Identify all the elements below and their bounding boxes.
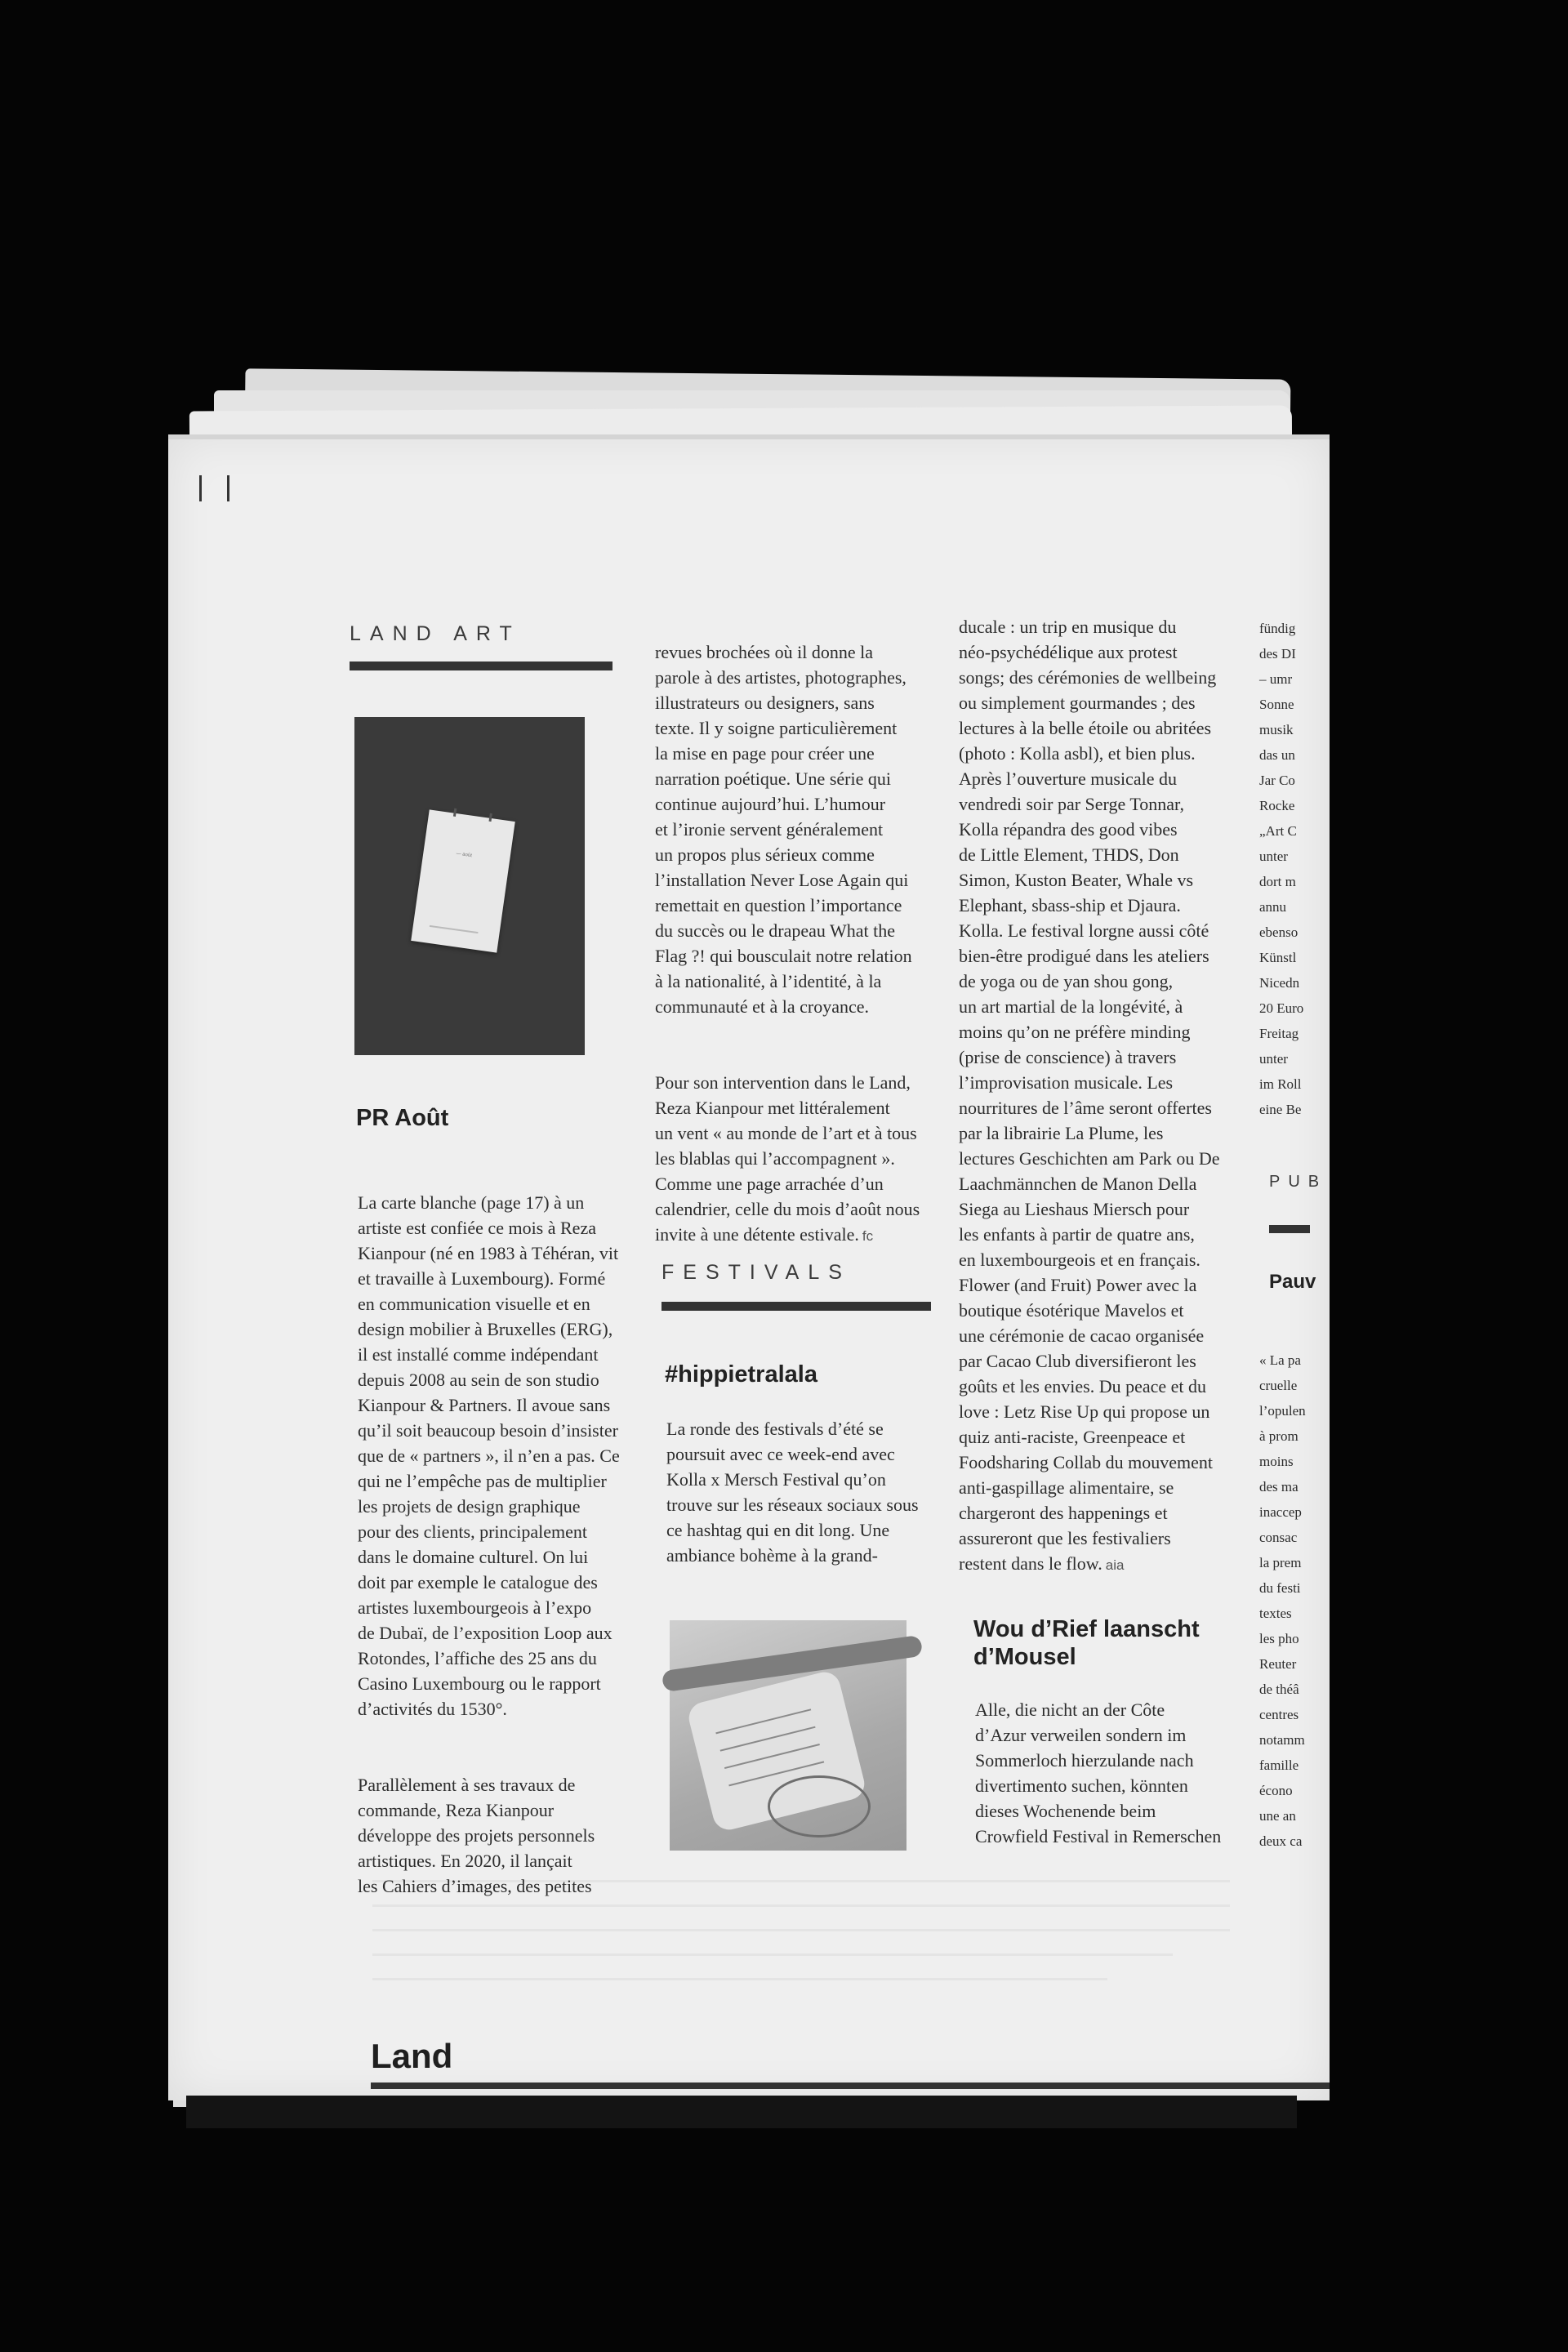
paragraph: La carte blanche (page 17) à un artiste est confiée ce mois à Reza Kianpour (né en 1983 à Téhéran, vit et travaille à Luxembourg). Formé en communication visuelle et en design mobilier à Bruxelles (ERG), il est installé comme indépendant depuis 2008 au sein de son studio Kianpour & Partners. Il avoue sans qu’il soit beaucoup besoin d’insister que de « partners », il n’en a pas. Ce qui ne l’empêche pas de multiplier les projets de design graphique pour des clients, principalement dans le domaine culturel. On lui doit par exemple le catalogue des artistes luxembourgeois à l’expo de Dubaï, de l’exposition Loop aux Rotondes, l’affiche des 25 ans du Casino Luxembourg ou le rapport d’activités du 1530°. (358, 1192, 620, 1719)
kianpour-artwork-photo (354, 717, 585, 1055)
section-rule (1269, 1225, 1310, 1233)
paragraph: Pour son intervention dans le Land, Reza Kianpour met littéralement un vent « au monde de l’art et à tous les blablas qui l’accompagnent ». Comme une page arrachée d’un calendrier, celle du mois d’août nous invite à une détente estivale. (655, 1072, 920, 1245)
article-body-col2 (655, 614, 957, 1274)
article-headline: PR Août (356, 1105, 449, 1131)
article-body-col1 (358, 1165, 635, 1924)
calendar-page-image: — août (411, 809, 515, 952)
section-kicker-cut: PUB (1269, 1173, 1328, 1191)
page-shadow (186, 2096, 1297, 2128)
article-body-col3 (959, 614, 1253, 1578)
festival-intro-text: La ronde des festivals d’été se poursuit avec ce week-end avec Kolla x Mersch Festival qu’on trouve sur les réseaux sociaux sous ce hashtag qui en dit long. Une ambiance bohème à la grand- (666, 1419, 919, 1566)
newspaper-logo: Land (371, 2037, 453, 2075)
section-rule (662, 1302, 931, 1311)
section-kicker-festivals: FESTIVALS (662, 1261, 851, 1284)
author-signature: fc (862, 1228, 874, 1244)
article-headline-cut: Pauv (1269, 1271, 1316, 1293)
footer-rule (371, 2082, 1330, 2089)
mousel-article-text: Alle, die nicht an der Côte d’Azur verweilen sondern im Sommerloch hierzulande nach divertimento suchen, könnten dieses Wochenende beim Crowfield Festival in Remerschen (975, 1699, 1222, 1846)
paragraph: Parallèlement à ses travaux de commande, Reza Kianpour développe des projets personnels artistiques. En 2020, il lançait les Cahiers d’images, des petites (358, 1775, 595, 1896)
article-headline: #hippietralala (665, 1361, 817, 1388)
section-rule (350, 662, 612, 670)
cut-column-text: « La pa cruelle l’opulen à prom moins des ma inaccep consac la prem du festi textes les pho Reuter de théâ centres notamm famille écono une an deux ca (1259, 1352, 1306, 1849)
margin-mark (227, 475, 229, 501)
festival-photo (670, 1620, 906, 1851)
author-signature: aia (1105, 1557, 1125, 1573)
margin-mark (199, 475, 202, 501)
article-headline: Wou d’Rief laanscht d’Mousel (973, 1616, 1200, 1670)
fold-line (168, 434, 1330, 439)
cut-column-text: fündig des DI – umr Sonne musik das un Jar Co Rocke „Art C unter dort m annu ebenso Künstl Nicedn 20 Euro Freitag unter im Roll eine Be (1259, 621, 1304, 1117)
section-kicker-land-art: LAND ART (350, 622, 521, 645)
paragraph: ducale : un trip en musique du néo-psychédélique aux protest songs; des cérémonies de wellbeing ou simplement gourmandes ; des lectures à la belle étoile ou abritées (photo : Kolla asbl), et bien plus. Après l’ouverture musicale du vendredi soir par Serge Tonnar, Kolla répandra des good vibes de Little Element, THDS, Don Simon, Kuston Beater, Whale vs Elephant, sbass-ship et Djaura. Kolla. Le festival lorgne aussi côté bien-être prodigué dans les ateliers de yoga ou de yan shou gong, un art martial de la longévité, à moins qu’on ne préfère minding (prise de conscience) à travers l’improvisation musicale. Les nourritures de l’âme seront offertes par la librairie La Plume, les lectures Geschichten am Park ou De Laachmännchen de Manon Della Siega au Lieshaus Miersch pour les enfants à partir de quatre ans, en luxembourgeois et en français. Flower (and Fruit) Power avec la boutique ésotérique Mavelos et une cérémonie de cacao organisée par Cacao Club diversifieront les goûts et les envies. Du peace et du love : Letz Rise Up qui propose un quiz anti-raciste, Greenpeace et Foodsharing Collab du mouvement anti-gaspillage alimentaire, se chargeront des happenings et assureront que les festivaliers restent dans le flow. (959, 617, 1220, 1574)
newspaper-page (168, 434, 1330, 2100)
paragraph: revues brochées où il donne la parole à des artistes, photographes, illustrateurs ou designers, sans texte. Il y soigne particulièrement la mise en page pour créer une narration poétique. Une série qui continue aujourd’hui. L’humour et l’ironie servent généralement un propos plus sérieux comme l’installation Never Lose Again qui remettait en question l’importance du succès ou le drapeau What the Flag ?! qui bousculait notre relation à la nationalité, à l’identité, à la communauté et à la croyance. (655, 642, 912, 1017)
